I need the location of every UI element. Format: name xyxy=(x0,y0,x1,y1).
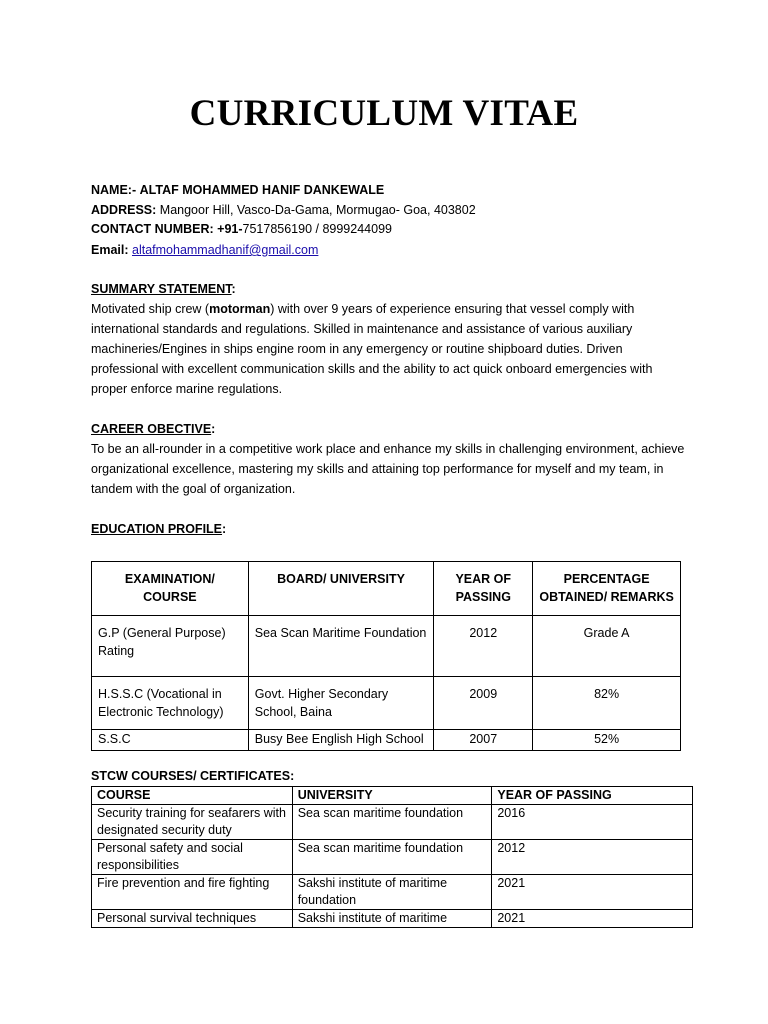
table-row xyxy=(92,805,693,840)
education-header-row xyxy=(92,562,681,616)
education-header-cell: YEAR OF PASSING xyxy=(434,562,533,616)
name-line xyxy=(91,180,384,200)
summary-bold-word: motorman xyxy=(209,302,271,316)
stcw-heading: STCW COURSES/ CERTIFICATES: xyxy=(91,769,295,783)
education-heading: EDUCATION PROFILE: xyxy=(91,522,227,536)
stcw-header-cell: YEAR OF PASSING xyxy=(492,787,693,805)
table-cell: 52% xyxy=(533,730,681,751)
table-cell: 2012 xyxy=(434,616,533,677)
contact-label: CONTACT NUMBER: +91- xyxy=(91,222,243,236)
table-cell: 2016 xyxy=(492,805,693,840)
table-row xyxy=(92,677,681,730)
contact-value: 7517856190 / 8999244099 xyxy=(242,222,392,236)
table-row xyxy=(92,840,693,875)
education-table xyxy=(91,561,681,751)
table-cell: Sea scan maritime foundation xyxy=(292,840,492,875)
table-row xyxy=(92,910,693,928)
name-value: ALTAF MOHAMMED HANIF DANKEWALE xyxy=(139,183,385,197)
table-cell: Personal survival techniques xyxy=(92,910,293,928)
table-row xyxy=(92,730,681,751)
summary-text xyxy=(91,299,691,399)
table-cell: Security training for seafarers with designated security duty xyxy=(92,805,293,840)
table-cell: 2012 xyxy=(492,840,693,875)
table-cell: 2021 xyxy=(492,875,693,910)
summary-text-part: Motivated ship crew ( xyxy=(91,302,210,316)
stcw-table xyxy=(91,786,693,928)
table-cell: Grade A xyxy=(533,616,681,677)
page-title: CURRICULUM VITAE xyxy=(189,93,579,134)
email-label: Email: xyxy=(91,243,129,257)
table-cell: Govt. Higher Secondary School, Baina xyxy=(248,677,434,730)
summary-heading-text: SUMMARY STATEMENT xyxy=(91,282,232,296)
email-link[interactable]: altafmohammadhanif@gmail.com xyxy=(132,243,319,257)
table-cell: 2007 xyxy=(434,730,533,751)
address-label: ADDRESS: xyxy=(91,203,157,217)
summary-text-part: ) with over 9 years of experience ensuring that vessel comply with international standards and regulations. Skilled in maintenance and assistance of various auxiliary machineries/Engines in ships engine room in any emergency or routine shipboard duties. Driven professional with excellent communication skills and the ability to act quick onboard emergencies with proper enforce marine regulations. xyxy=(91,302,653,396)
table-cell: G.P (General Purpose) Rating xyxy=(92,616,249,677)
table-cell: Personal safety and social responsibilities xyxy=(92,840,293,875)
email-line xyxy=(91,240,318,260)
table-cell: 2009 xyxy=(434,677,533,730)
table-cell: S.S.C xyxy=(92,730,249,751)
table-cell: 82% xyxy=(533,677,681,730)
table-cell: 2021 xyxy=(492,910,693,928)
career-heading: CAREER OBECTIVE: xyxy=(91,422,216,436)
table-cell: H.S.S.C (Vocational in Electronic Technology) xyxy=(92,677,249,730)
education-heading-text: EDUCATION PROFILE xyxy=(91,522,223,536)
table-cell: Fire prevention and fire fighting xyxy=(92,875,293,910)
table-cell: Sakshi institute of maritime xyxy=(292,910,492,928)
name-label: NAME:- xyxy=(91,183,137,197)
stcw-header-cell: COURSE xyxy=(92,787,293,805)
table-cell: Busy Bee English High School xyxy=(248,730,434,751)
table-row xyxy=(92,616,681,677)
education-header-cell: BOARD/ UNIVERSITY xyxy=(248,562,434,616)
stcw-header-row xyxy=(92,787,693,805)
address-line xyxy=(91,200,476,220)
stcw-header-cell: UNIVERSITY xyxy=(292,787,492,805)
education-header-cell: PERCENTAGE OBTAINED/ REMARKS xyxy=(533,562,681,616)
career-heading-text: CAREER OBECTIVE xyxy=(91,422,212,436)
contact-line xyxy=(91,219,392,239)
table-cell: Sea scan maritime foundation xyxy=(292,805,492,840)
table-row xyxy=(92,875,693,910)
summary-heading: SUMMARY STATEMENT: xyxy=(91,282,236,296)
address-value: Mangoor Hill, Vasco-Da-Gama, Mormugao- Goa, 403802 xyxy=(159,203,476,217)
career-text: To be an all-rounder in a competitive work place and enhance my skills in challenging environment, achieve organizational excellence, mastering my skills and attaining top performance for myself and my team, in tandem with the goal of organization. xyxy=(91,442,685,496)
table-cell: Sakshi institute of maritime foundation xyxy=(292,875,492,910)
education-header-cell: EXAMINATION/ COURSE xyxy=(92,562,249,616)
table-cell: Sea Scan Maritime Foundation xyxy=(248,616,434,677)
